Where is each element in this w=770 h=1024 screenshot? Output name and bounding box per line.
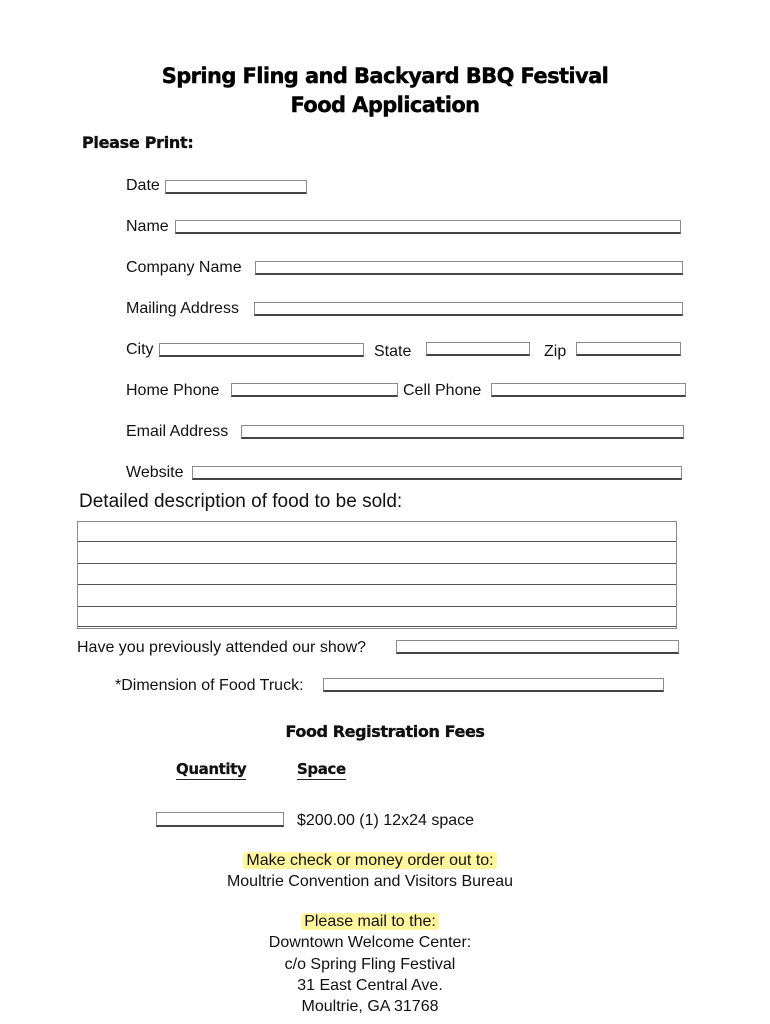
website-label: Website xyxy=(126,464,184,481)
state-label: State xyxy=(374,343,412,360)
zip-field[interactable] xyxy=(576,342,681,356)
description-line xyxy=(78,541,676,542)
truck-dimension-field[interactable] xyxy=(323,678,664,692)
mail-address-line: Moultrie, GA 31768 xyxy=(301,998,439,1015)
space-price: $200.00 (1) 12x24 space xyxy=(297,812,475,829)
cell-phone-label: Cell Phone xyxy=(403,382,482,399)
city-label: City xyxy=(126,341,154,358)
check-instruction: Make check or money order out to: xyxy=(243,852,496,869)
payee-name: Moultrie Convention and Visitors Bureau xyxy=(226,873,514,890)
food-description-heading: Detailed description of food to be sold: xyxy=(79,491,403,512)
form-subtitle: Food Application xyxy=(290,93,480,117)
space-header: Space xyxy=(297,760,346,778)
website-field[interactable] xyxy=(192,466,682,480)
company-name-field[interactable] xyxy=(255,261,683,275)
mail-address-line: c/o Spring Fling Festival xyxy=(284,956,456,973)
mail-address-line: 31 East Central Ave. xyxy=(297,977,443,994)
mail-address-line: Downtown Welcome Center: xyxy=(268,934,472,951)
home-phone-field[interactable] xyxy=(231,383,398,397)
mail-instruction: Please mail to the: xyxy=(301,913,439,930)
date-label: Date xyxy=(126,177,160,194)
city-field[interactable] xyxy=(159,343,364,357)
home-phone-label: Home Phone xyxy=(126,382,220,399)
company-name-label: Company Name xyxy=(126,259,242,276)
food-description-field[interactable] xyxy=(77,521,677,629)
mailing-address-label: Mailing Address xyxy=(126,300,239,317)
quantity-header: Quantity xyxy=(176,760,247,778)
quantity-field[interactable] xyxy=(156,812,284,827)
truck-dimension-label: *Dimension of Food Truck: xyxy=(115,677,304,694)
zip-label: Zip xyxy=(544,343,567,360)
description-line xyxy=(78,563,676,564)
email-address-label: Email Address xyxy=(126,423,229,440)
name-field[interactable] xyxy=(175,220,681,234)
email-address-field[interactable] xyxy=(241,425,684,439)
description-line xyxy=(78,584,676,585)
description-line xyxy=(78,606,676,607)
registration-fees-title: Food Registration Fees xyxy=(285,722,485,741)
state-field[interactable] xyxy=(426,342,530,356)
cell-phone-field[interactable] xyxy=(491,383,686,397)
name-label: Name xyxy=(126,218,169,235)
please-print-heading: Please Print: xyxy=(82,133,194,152)
mailing-address-field[interactable] xyxy=(254,302,683,316)
attended-field[interactable] xyxy=(396,640,679,654)
description-line xyxy=(78,626,676,627)
form-title: Spring Fling and Backyard BBQ Festival xyxy=(161,64,609,88)
attended-label: Have you previously attended our show? xyxy=(77,639,367,656)
date-field[interactable] xyxy=(165,180,307,194)
